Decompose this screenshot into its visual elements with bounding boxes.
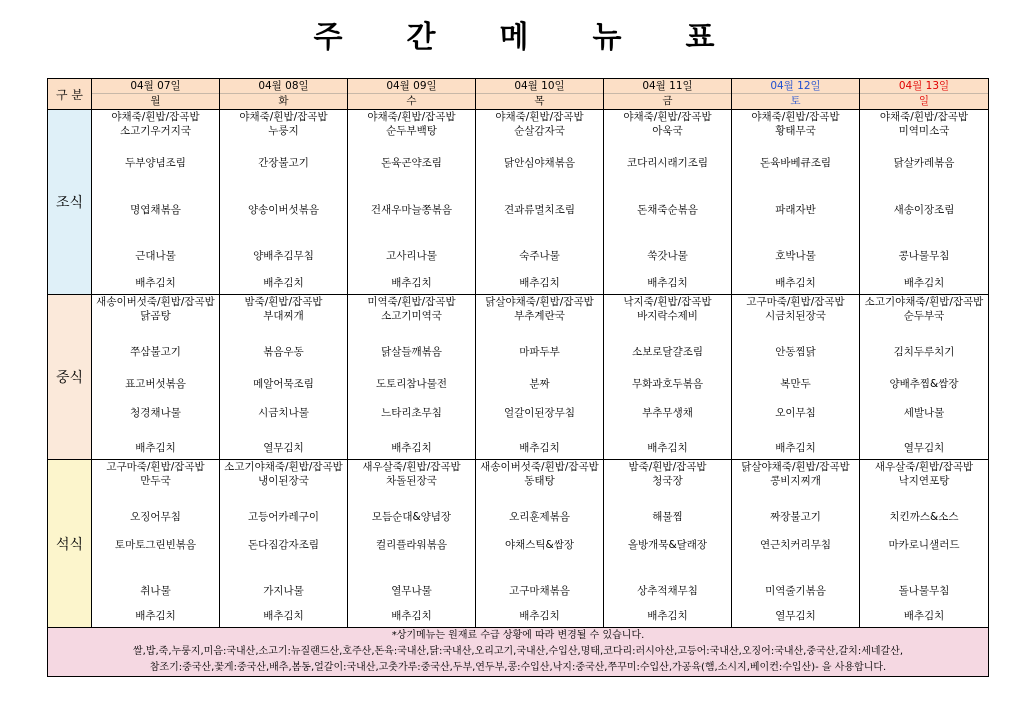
menu-item: 소고기야채죽/흰밥/잡곡밥: [864, 296, 984, 308]
menu-cell: [220, 460, 348, 628]
menu-item: 청경채나물: [130, 407, 181, 419]
menu-item: 배추김치: [135, 277, 176, 289]
menu-item: 차돌된장국: [386, 475, 437, 487]
menu-item: 야채죽/흰밥/잡곡밥: [111, 111, 200, 123]
menu-item: 고구마채볶음: [509, 585, 570, 597]
menu-item: 양배추찜&쌈장: [889, 378, 959, 390]
menu-item: 해물찜: [652, 511, 683, 523]
menu-item: 야채죽/흰밥/잡곡밥: [495, 111, 584, 123]
menu-item: 새송이버섯죽/흰밥/잡곡밥: [480, 461, 599, 473]
menu-item: 견과류멸치조림: [503, 204, 575, 216]
title-char: 메: [499, 20, 529, 55]
menu-item: 닭살야채죽/흰밥/잡곡밥: [485, 296, 594, 308]
menu-item: 소고기미역국: [381, 310, 442, 322]
menu-cell: [348, 460, 476, 628]
day-date: 04월 11일: [604, 79, 731, 94]
menu-item: 표고버섯볶음: [125, 378, 186, 390]
menu-item: 황태무국: [775, 125, 816, 137]
menu-item: 모듬순대&양념장: [371, 511, 452, 523]
menu-item: 닭안심야채볶음: [503, 157, 575, 169]
title-char: 뉴: [592, 20, 622, 55]
menu-item: 느타리초무침: [381, 407, 442, 419]
menu-item: 부추무생채: [642, 407, 693, 419]
menu-cell: [604, 295, 732, 460]
menu-item: 배추김치: [263, 610, 304, 622]
menu-item: 야채죽/흰밥/잡곡밥: [623, 111, 712, 123]
menu-item: 미역죽/흰밥/잡곡밥: [367, 296, 456, 308]
header-row: [48, 79, 989, 110]
menu-item: 냉이된장국: [258, 475, 309, 487]
menu-item: 김치두루치기: [893, 346, 955, 358]
menu-item: 호박나물: [775, 250, 816, 262]
menu-item: 새송이버섯죽/흰밥/잡곡밥: [96, 296, 215, 308]
breakfast-row: [48, 110, 989, 295]
menu-item: 건새우마늘쫑볶음: [370, 204, 453, 216]
menu-cell: [604, 460, 732, 628]
menu-item: 순살감자국: [514, 125, 565, 137]
menu-item: 상추적채무침: [637, 585, 698, 597]
menu-cell: [220, 295, 348, 460]
day-header: [348, 79, 476, 110]
day-date: 04월 10일: [476, 79, 603, 94]
title-char: 간: [406, 20, 436, 55]
day-of-week: 월: [150, 95, 161, 107]
menu-item: 열무나물: [391, 585, 432, 597]
menu-item: 취나물: [140, 585, 171, 597]
menu-cell: [732, 110, 860, 295]
title-char: 표: [685, 20, 715, 55]
day-header: [92, 79, 220, 110]
menu-item: 배추김치: [135, 442, 176, 454]
day-header: [732, 79, 860, 110]
day-date: 04월 08일: [220, 79, 347, 94]
notice-line: 참조기:중국산,꽃게:중국산,배추,봄동,얼갈이:국내산,고춧가루:중국산,두부,연두부,콩:수입산,낙지:중국산,쭈꾸미:수입산,가공육(햄,소시지,베이컨:수입산)- 을 사용합니다.: [149, 662, 887, 673]
menu-item: 안동찜닭: [775, 346, 816, 358]
menu-cell: [220, 110, 348, 295]
menu-item: 닭살카레볶음: [893, 157, 955, 169]
menu-item: 돈육곤약조림: [381, 157, 442, 169]
menu-item: 세발나물: [903, 407, 945, 419]
menu-item: 만두국: [140, 475, 171, 487]
menu-item: 소보로달걀조림: [631, 346, 703, 358]
day-of-week: 금: [662, 95, 673, 107]
menu-item: 마카로니샐러드: [888, 539, 960, 551]
menu-item: 배추김치: [519, 442, 560, 454]
menu-item: 부대찌개: [263, 310, 304, 322]
menu-item: 야채죽/흰밥/잡곡밥: [879, 111, 969, 123]
menu-item: 오리훈제볶음: [509, 511, 570, 523]
menu-item: 돈채죽순볶음: [637, 204, 698, 216]
menu-cell: [860, 295, 989, 460]
menu-cell: [476, 110, 604, 295]
menu-item: 배추김치: [903, 610, 945, 622]
menu-cell: [92, 110, 220, 295]
menu-item: 시금치된장국: [765, 310, 826, 322]
menu-cell: [92, 295, 220, 460]
menu-item: 돈다짐감자조림: [247, 539, 319, 551]
menu-item: 닭곰탕: [140, 310, 171, 322]
day-of-week: 일: [918, 95, 930, 107]
menu-item: 배추김치: [647, 442, 688, 454]
menu-item: 코다리시래기조림: [626, 157, 709, 169]
menu-item: 열무김치: [263, 442, 304, 454]
menu-item: 소고기야채죽/흰밥/잡곡밥: [224, 461, 343, 473]
notice-line: *상기메뉴는 원재료 수급 상황에 따라 변경될 수 있습니다.: [391, 630, 645, 641]
menu-item: 양송이버섯볶음: [247, 204, 319, 216]
menu-item: 배추김치: [391, 442, 432, 454]
menu-item: 고구마죽/흰밥/잡곡밥: [106, 461, 205, 473]
menu-cell: [732, 295, 860, 460]
weekly-menu-table: [47, 78, 989, 677]
menu-item: 명엽채볶음: [130, 204, 181, 216]
header-label: 구 분: [48, 79, 92, 110]
menu-item: 밤죽/흰밥/잡곡밥: [244, 296, 323, 308]
menu-item: 메알어묵조림: [253, 378, 314, 390]
menu-item: 분짜: [529, 378, 550, 390]
dinner-row: [48, 460, 989, 628]
menu-item: 닭살들깨볶음: [381, 346, 442, 358]
menu-item: 쭈삼불고기: [130, 346, 181, 358]
menu-item: 미역줄기볶음: [765, 585, 826, 597]
meal-label-dinner: 석식: [48, 460, 92, 628]
day-date: 04월 12일: [732, 79, 859, 94]
menu-item: 쑥갓나물: [647, 250, 688, 262]
menu-item: 배추김치: [519, 610, 560, 622]
day-date: 04월 09일: [348, 79, 475, 94]
menu-cell: [476, 295, 604, 460]
notice-row: [48, 628, 989, 677]
menu-item: 두부양념조림: [125, 157, 186, 169]
menu-cell: [348, 295, 476, 460]
menu-item: 시금치나물: [258, 407, 309, 419]
menu-item: 배추김치: [519, 277, 560, 289]
menu-item: 고사리나물: [386, 250, 437, 262]
menu-item: 미역미소국: [898, 125, 950, 137]
menu-item: 배추김치: [647, 277, 688, 289]
menu-item: 콩비지찌개: [770, 475, 821, 487]
menu-item: 배추김치: [775, 442, 816, 454]
menu-item: 양배추김무침: [253, 250, 314, 262]
menu-item: 간장불고기: [258, 157, 309, 169]
menu-item: 짜장불고기: [770, 511, 821, 523]
lunch-row: [48, 295, 989, 460]
menu-cell: [476, 460, 604, 628]
day-date: 04월 07일: [92, 79, 219, 94]
menu-item: 야채죽/흰밥/잡곡밥: [751, 111, 840, 123]
menu-item: 청국장: [652, 475, 683, 487]
menu-item: 복만두: [780, 378, 811, 390]
menu-item: 부추계란국: [514, 310, 565, 322]
page-title: [0, 12, 1028, 56]
menu-item: 야채스틱&쌈장: [504, 539, 575, 551]
notice-line: 쌀,밥,죽,누룽지,미음:국내산,소고기:뉴질랜드산,호주산,돈육:국내산,닭:국내산,오리고기,국내산,수입산,명태,코다리:러시아산,고등어:국내산,오징어:국내산,중국산,갈치:세네갈산,: [132, 646, 904, 657]
menu-item: 얼갈이된장무침: [503, 407, 575, 419]
meal-label-lunch: 중식: [48, 295, 92, 460]
menu-item: 낙지죽/흰밥/잡곡밥: [623, 296, 712, 308]
menu-item: 돌나물무침: [898, 585, 950, 597]
menu-item: 오징어무침: [130, 511, 181, 523]
meal-label-breakfast: 조식: [48, 110, 92, 295]
menu-item: 소고기우거지국: [119, 125, 191, 137]
menu-item: 새우살죽/흰밥/잡곡밥: [874, 461, 974, 473]
menu-item: 배추김치: [135, 610, 176, 622]
menu-item: 배추김치: [775, 277, 816, 289]
menu-item: 순두부국: [903, 310, 945, 322]
menu-item: 근대나물: [135, 250, 176, 262]
menu-cell: [604, 110, 732, 295]
menu-item: 무화과호두볶음: [631, 378, 703, 390]
menu-item: 오이무침: [775, 407, 816, 419]
day-header: [860, 79, 989, 110]
day-of-week: 화: [278, 95, 289, 107]
menu-cell: [348, 110, 476, 295]
menu-item: 컬리플라워볶음: [375, 539, 447, 551]
day-header: [476, 79, 604, 110]
menu-item: 야채죽/흰밥/잡곡밥: [239, 111, 328, 123]
menu-item: 배추김치: [263, 277, 304, 289]
menu-item: 순두부백탕: [386, 125, 437, 137]
day-of-week: 토: [790, 95, 801, 107]
menu-cell: [860, 110, 989, 295]
menu-item: 고등어카레구이: [247, 511, 319, 523]
menu-item: 치킨까스&소스: [889, 511, 959, 523]
menu-item: 아욱국: [652, 125, 683, 137]
title-char: 주: [313, 20, 343, 55]
menu-item: 배추김치: [647, 610, 688, 622]
menu-item: 콩나물무침: [898, 250, 950, 262]
menu-item: 배추김치: [903, 277, 945, 289]
menu-item: 볶음우동: [263, 346, 304, 358]
menu-item: 닭살야채죽/흰밥/잡곡밥: [741, 461, 850, 473]
menu-item: 새우살죽/흰밥/잡곡밥: [362, 461, 461, 473]
menu-item: 열무김치: [775, 610, 816, 622]
notice-box: [48, 628, 989, 677]
menu-item: 밤죽/흰밥/잡곡밥: [628, 461, 707, 473]
day-of-week: 목: [534, 95, 545, 107]
menu-cell: [860, 460, 989, 628]
menu-item: 돈육바베큐조림: [759, 157, 831, 169]
menu-item: 연근치커리무침: [759, 539, 831, 551]
menu-item: 누룽지: [268, 125, 299, 137]
menu-item: 가지나물: [263, 585, 304, 597]
menu-item: 올방개묵&달래장: [627, 539, 708, 551]
day-date: 04월 13일: [860, 79, 988, 94]
menu-item: 파래자반: [775, 204, 816, 216]
day-header: [604, 79, 732, 110]
menu-item: 열무김치: [903, 442, 945, 454]
day-header: [220, 79, 348, 110]
menu-item: 토마토그린빈볶음: [114, 539, 197, 551]
menu-item: 배추김치: [391, 277, 432, 289]
menu-item: 고구마죽/흰밥/잡곡밥: [746, 296, 845, 308]
menu-item: 낙지연포탕: [898, 475, 950, 487]
day-of-week: 수: [406, 95, 417, 107]
menu-item: 배추김치: [391, 610, 432, 622]
menu-item: 동태탕: [524, 475, 555, 487]
menu-item: 새송이장조림: [893, 204, 955, 216]
menu-item: 마파두부: [519, 346, 560, 358]
menu-cell: [732, 460, 860, 628]
menu-item: 바지락수제비: [637, 310, 698, 322]
menu-cell: [92, 460, 220, 628]
menu-item: 숙주나물: [519, 250, 560, 262]
menu-item: 도토리참나물전: [375, 378, 447, 390]
menu-item: 야채죽/흰밥/잡곡밥: [367, 111, 456, 123]
